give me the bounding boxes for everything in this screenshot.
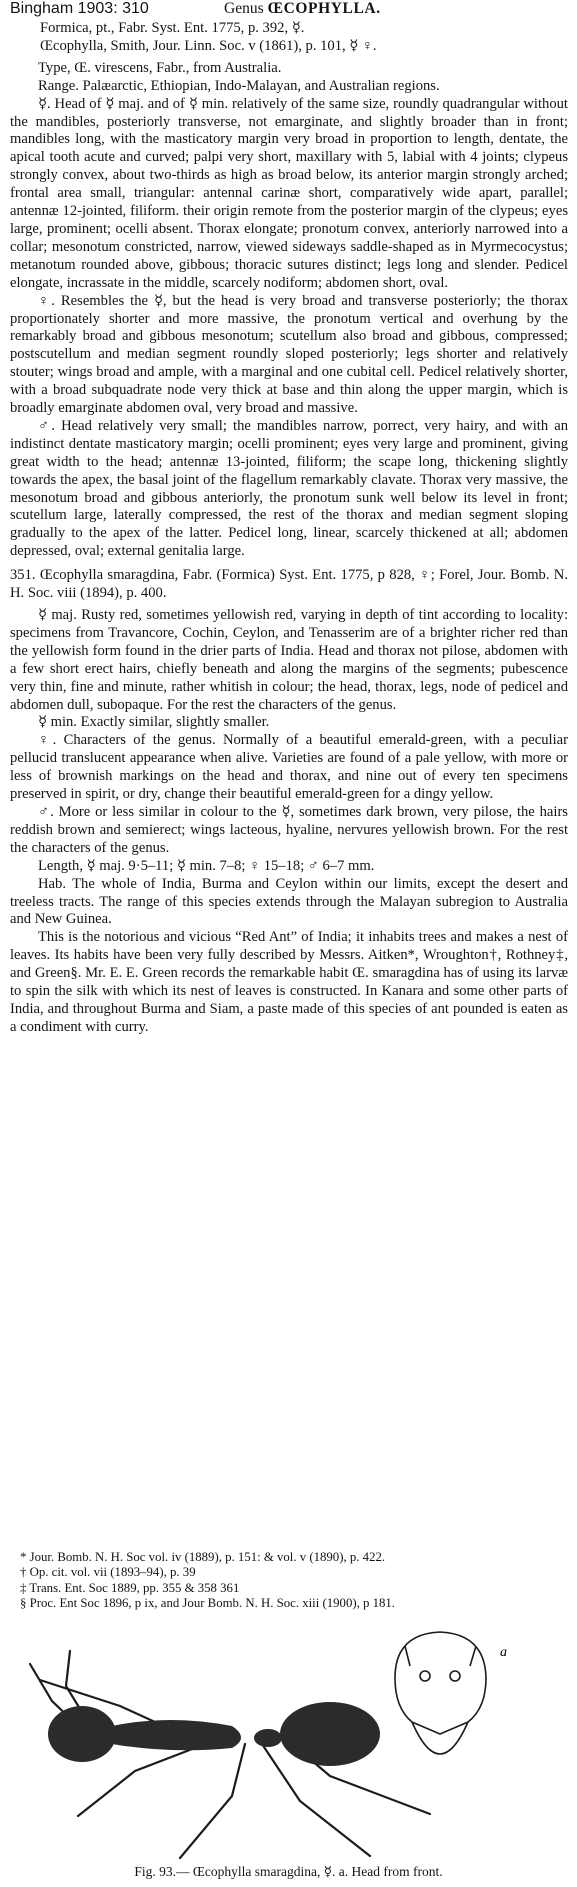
species-female-description: ♀. Characters of the genus. Normally of a beautiful emerald-green, with a peculiar pellucid translucent appearance when alive. Varieties are found of a pale yellow, with more or less of brownish markings on the head and thorax, and nine out of every ten specimens preserved in spirit, or dry, change their beautiful emerald-green for a dingy yellow. — [10, 732, 568, 803]
footnote: * Jour. Bomb. N. H. Soc vol. iv (1889), p. 151: & vol. v (1890), p. 422. — [20, 1550, 386, 1564]
footnote: † Op. cit. vol. vii (1893–94), p. 39 — [20, 1565, 196, 1580]
ant-figure — [0, 1626, 577, 1876]
range-line: Range. Palæarctic, Ethiopian, Indo-Malayan, and Australian regions. — [38, 77, 440, 94]
male-description: ♂. Head relatively very small; the mandibles narrow, porrect, very hairy, and with an indistinct dentate masticatory margin; ocelli prominent; eyes very large and prominent, giving great width to the head; antennæ 13-jointed, filiform; the scape long, thickening slightly towards the apex, the basal joint of the flagellum remarkably clavate. Thorax very massive, the mesonotum broad and gibbous anteriorly, the pronotum sunk well below its level in front; scutellum large, laterally compressed, the rest of the thorax and median segment sloping gradually to the apex of the latter. Pedicel long, linear, scarcely thickened at all; abdomen depressed, oval; external genitalia large. — [10, 417, 568, 560]
synonymy-line: Formica, pt., Fabr. Syst. Ent. 1775, p. 392, ☿. — [40, 20, 305, 36]
type-line: Type, Œ. virescens, Fabr., from Australia. — [38, 59, 282, 76]
figure-label-a: a — [500, 1645, 507, 1660]
footnote: ‡ Trans. Ent. Soc 1889, pp. 355 & 358 361 — [20, 1580, 240, 1595]
footnotes — [12, 1550, 568, 1611]
genus-label: Genus — [224, 0, 264, 17]
minor-worker-description: ☿ min. Exactly similar, slightly smaller. — [38, 714, 270, 731]
synonymy-line: Œcophylla, Smith, Jour. Linn. Soc. v (1861), p. 101, ☿ ♀. — [40, 37, 377, 54]
major-worker-description: ☿ maj. Rusty red, sometimes yellowish red, varying in depth of tint according to locality: specimens from Travancore, Cochin, Ceylon, and Tenasserim are of a brighter richer red than the yellowish form found in the drier parts of India. Head and thorax not pilose, abdomen with a few short erect hairs, chiefly beneath and along the margins of the segments; pubescence very thin, fine and minute, rather whitish in colour; the head, thorax, legs, node of pedicel and abdomen dull, subopaque. For the rest the characters of the genus. — [10, 607, 568, 713]
ant-illustration — [0, 1626, 577, 1866]
genus-name: ŒCOPHYLLA. — [267, 0, 381, 17]
footnote: § Proc. Ent Soc 1896, p ix, and Jour Bomb. N. H. Soc. xiii (1900), p 181. — [20, 1595, 396, 1610]
ant-head — [48, 1706, 116, 1762]
ant-abdomen — [280, 1702, 380, 1766]
figure-caption: Fig. 93.— Œcophylla smaragdina, ☿. a. Head from front. — [134, 1864, 443, 1879]
genus-heading — [224, 0, 381, 18]
worker-description: ☿. Head of ☿ maj. and of ☿ min. relatively of the same size, roundly quadrangular without the mandibles, posteriorly transverse, not emarginate, and slightly broader than in front; mandibles long, with the masticatory margin very broad in proportion to length, dentate, the apical tooth acute and curved; palpi very short, maxillary with 5, labial with 4 joints; clypeus strongly convex, about two-thirds as high as broad below, its anterior margin strongly arched; frontal area small, triangular: antennal carinæ short, comparatively wide apart, parallel; antennæ 12-jointed, filiform. their origin remote from the posterior margin of the clypeus; eyes large, prominent; ocelli absent. Thorax elongate; pronotum convex, anteriorly narrowed into a collar; mesonotum constricted, narrow, viewed sideways saddle-shaped as in Myrmecocystus; metanotum rounded above, gibbous; thoracic sutures distinct; legs long and slender. Pedicel elongate, incrassate in the middle, scarcely nodiform; abdomen short, oval. — [10, 95, 568, 291]
ant-head-front-view — [395, 1632, 486, 1754]
ant-body — [48, 1702, 380, 1766]
main-text — [10, 20, 568, 1037]
length-line: Length, ☿ maj. 9·5–11; ☿ min. 7–8; ♀ 15–18; ♂ 6–7 mm. — [38, 857, 375, 874]
species-heading: 351. Œcophylla smaragdina, Fabr. (Formica) Syst. Ent. 1775, p 828, ♀; Forel, Jour. Bomb. N. H. Soc. viii (1894), p. 400. — [10, 567, 568, 602]
page-header — [10, 0, 570, 20]
notes-paragraph: This is the notorious and vicious “Red Ant” of India; it inhabits trees and makes a nest of leaves. Its habits have been very fully described by Messrs. Aitken*, Wroughton†, Rothney‡, and Green§. Mr. E. E. Green records the remarkable habit Œ. smaragdina has of using its larvæ to spin the silk with which its nest of leaves is constructed. In Kanara and some other parts of India, and throughout Burma and Siam, a paste made of this species of ant pounded is eaten as a condiment with curry. — [10, 929, 568, 1035]
ant-thorax — [112, 1720, 241, 1750]
ant-pedicel — [254, 1729, 282, 1747]
female-description: ♀. Resembles the ☿, but the head is very broad and transverse posteriorly; the thorax proportionately shorter and more massive, the pronotum vertical and overhung by the remarkably broad and gibbous mesonotum; scutellum also broad and gibbous, compressed; postscutellum and median segment roundly sloped posteriorly; legs shorter and relatively stouter; wings broad and ample, with a marginal and one cubital cell. Pedicel relatively shorter, with a broad subquadrate node very thick at base and thin along the upper margin, which is broadly emarginate abdomen oval, very broad and massive. — [10, 292, 568, 417]
source-citation: Bingham 1903: 310 — [10, 0, 149, 17]
species-male-description: ♂. More or less similar in colour to the ☿, sometimes dark brown, very pilose, the hairs reddish brown and semierect; wings lacteous, hyaline, nervures yellowish brown. For the rest the characters of the genus. — [10, 803, 568, 856]
habitat-line: Hab. The whole of India, Burma and Ceylon within our limits, except the desert and treeless tracts. The range of this species extends through the Malayan subregion to Australia and New Guinea. — [10, 875, 568, 928]
